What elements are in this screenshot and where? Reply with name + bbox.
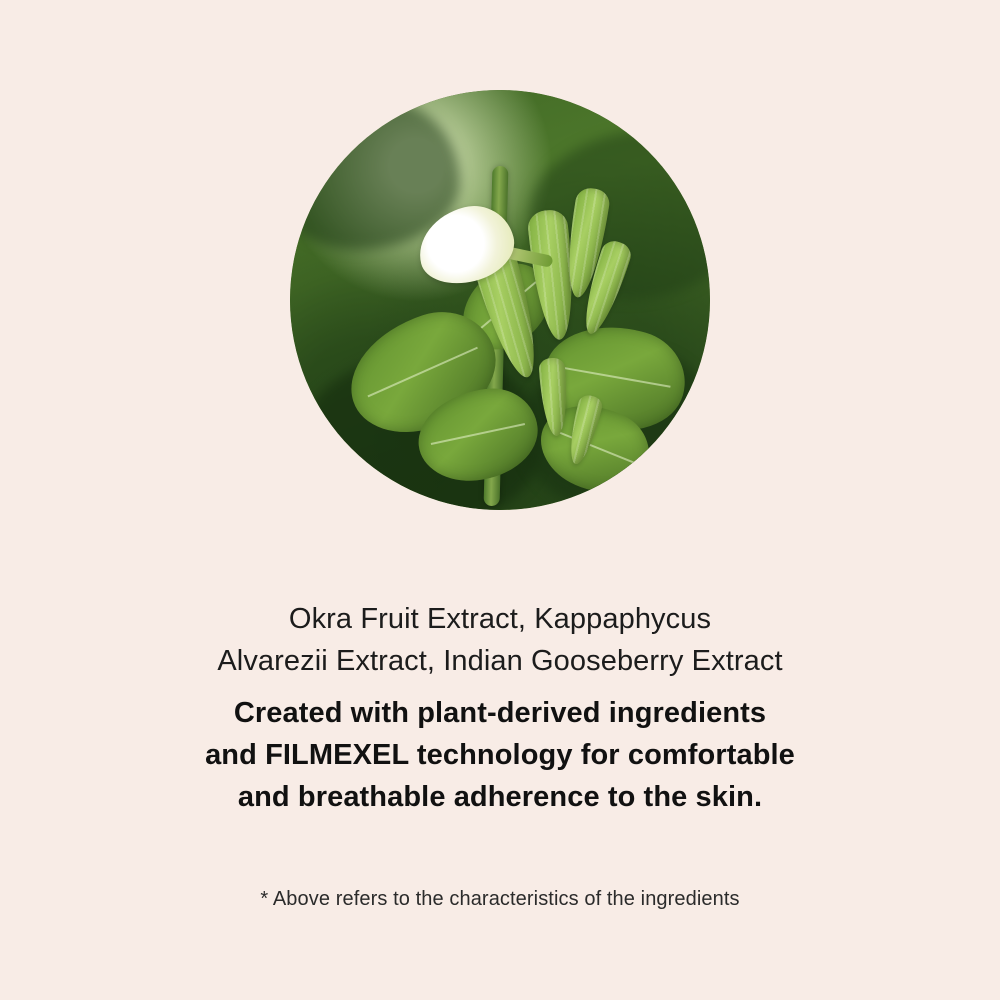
footnote: * Above refers to the characteristics of the ingredients <box>260 888 740 911</box>
product-claim <box>60 692 940 818</box>
ingredients-list <box>60 598 940 682</box>
photo-canvas <box>290 90 710 510</box>
claim-line-3: and breathable adherence to the skin. <box>237 781 763 814</box>
claim-line-1: Created with plant-derived ingredients <box>233 697 767 730</box>
ingredients-line-2: Alvarezii Extract, Indian Gooseberry Extract <box>217 645 783 678</box>
claim-line-2: and FILMEXEL technology for comfortable <box>205 739 795 772</box>
okra-plant-photo <box>290 90 710 510</box>
text-block <box>60 598 940 911</box>
ingredients-line-1: Okra Fruit Extract, Kappaphycus <box>288 603 712 635</box>
